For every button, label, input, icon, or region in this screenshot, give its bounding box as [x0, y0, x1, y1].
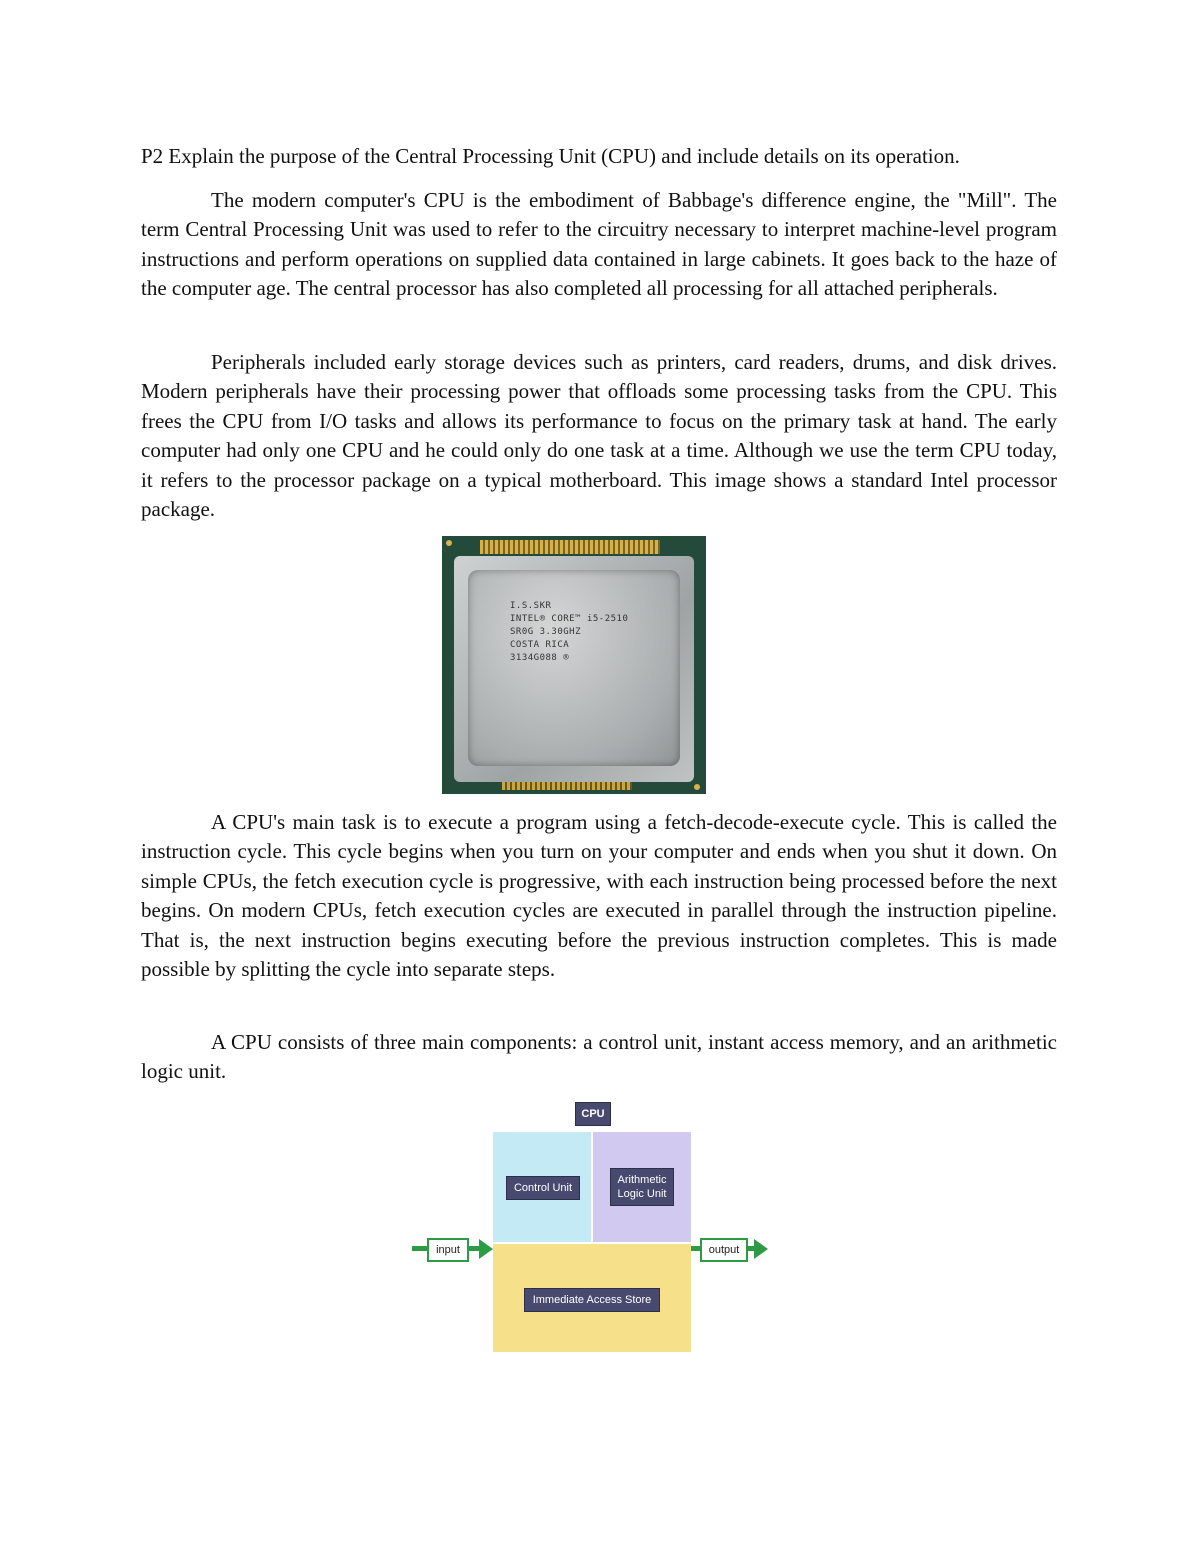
cpu-marking-line: INTEL® CORE™ i5-2510: [510, 614, 629, 624]
output-label: output: [700, 1238, 748, 1262]
cpu-marking-line: SR0G 3.30GHZ: [510, 627, 582, 637]
cpu-marking-line: COSTA RICA: [510, 640, 570, 650]
cpu-marking-line: I.S.SKR: [510, 601, 552, 611]
paragraph-instruction-cycle: A CPU's main task is to execute a program using a fetch-decode-execute cycle. This is called the instruction cycle. This cycle begins when you turn on your computer and ends when you shut it down. On simple CPUs, the fetch execution cycle is progressive, with each instruction being processed before the next begins. On modern CPUs, fetch execution cycles are executed in parallel through the instruction pipeline. That is, the next instruction begins executing before the previous instruction completes. This is made possible by splitting the cycle into separate steps.: [141, 810, 1057, 982]
alu-label: Arithmetic Logic Unit: [610, 1168, 674, 1206]
paragraph-cpu-components: A CPU consists of three main components: a control unit, instant access memory, and an arithmetic logic unit.: [141, 1030, 1057, 1084]
cpu-marking: [510, 600, 650, 665]
cpu-corner-dot: [446, 540, 452, 546]
paragraph-peripherals: Peripherals included early storage devices such as printers, card readers, drums, and disk drives. Modern peripherals have their processing power that offloads some processing tasks from the CPU. This frees the CPU from I/O tasks and allows its performance to focus on the primary task at hand. The early computer had only one CPU and he could only do one task at a time. Although we use the term CPU today, it refers to the processor package on a typical motherboard. This image shows a standard Intel processor package.: [141, 350, 1057, 522]
output-arrow-tail: [691, 1246, 700, 1251]
cpu-label: CPU: [575, 1102, 611, 1126]
cpu-corner-dot: [694, 784, 700, 790]
input-label: input: [427, 1238, 469, 1262]
input-arrow-tail: [412, 1246, 427, 1251]
output-arrow-head-icon: [754, 1239, 768, 1259]
paragraph-cpu-history: The modern computer's CPU is the embodiment of Babbage's difference engine, the "Mill". The term Central Processing Unit was used to refer to the circuitry necessary to interpret machine-level program instructions and perform operations on supplied data contained in large cabinets. It goes back to the haze of the computer age. The central processor has also completed all processing for all attached peripherals.: [141, 188, 1057, 301]
question-heading: P2 Explain the purpose of the Central Processing Unit (CPU) and include details on its operation.: [141, 144, 960, 168]
input-arrow-head-icon: [479, 1239, 493, 1259]
intel-processor-photo: [442, 536, 706, 794]
cpu-bottom-contacts: [502, 782, 632, 790]
cpu-contact-pins: [480, 540, 660, 554]
immediate-access-store-label: Immediate Access Store: [524, 1288, 660, 1312]
cpu-marking-line: 3134G088 ®: [510, 653, 570, 663]
cpu-architecture-diagram: [410, 1098, 770, 1358]
control-unit-label: Control Unit: [506, 1176, 580, 1200]
